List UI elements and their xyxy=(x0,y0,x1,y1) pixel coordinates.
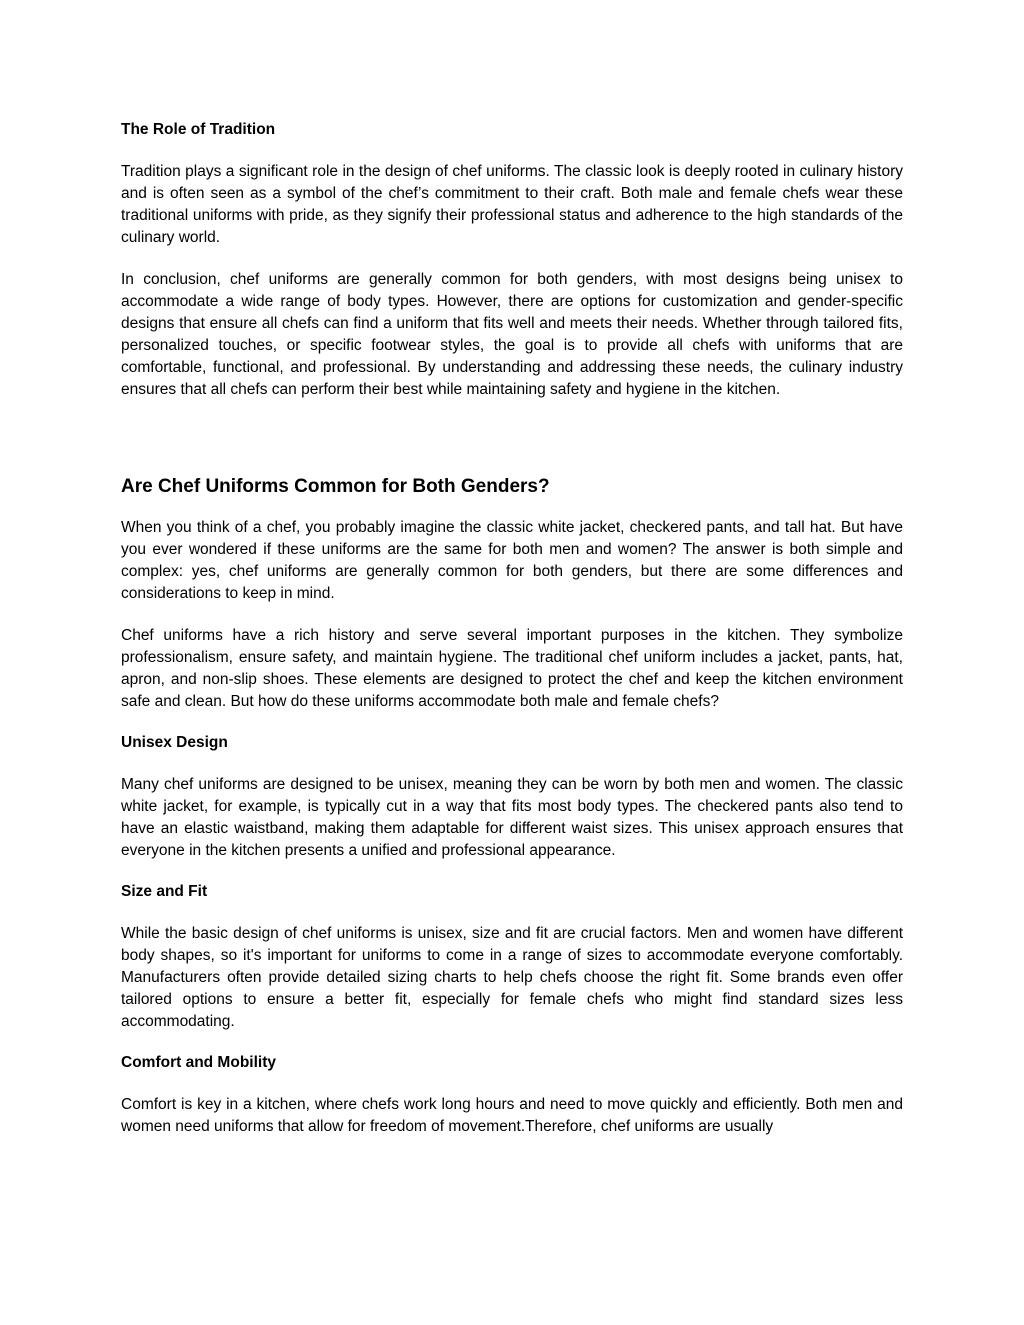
paragraph-size-fit: While the basic design of chef uniforms is unisex, size and fit are crucial factors. Men and women have different body shapes, so it's important for uniforms to come in a range of sizes to accommodate everyone comfortably. Manufacturers often provide detailed sizing charts to help chefs choose the right fit. Some brands even offer tailored options to ensure a better fit, especially for female chefs who might find standard sizes less accommodating. xyxy=(121,925,903,1030)
paragraph-intro-1: When you think of a chef, you probably imagine the classic white jacket, checkered pants, and tall hat. But have you ever wondered if these uniforms are the same for both men and women? The answer is both simple and complex: yes, chef uniforms are generally common for both genders, but there are some differences and considerations to keep in mind. xyxy=(121,519,903,602)
article-title: Are Chef Uniforms Common for Both Genders? xyxy=(121,476,550,497)
section-heading-tradition: The Role of Tradition xyxy=(121,121,276,138)
section-heading-unisex: Unisex Design xyxy=(121,734,228,751)
section-heading-comfort: Comfort and Mobility xyxy=(121,1054,276,1071)
section-heading-size-fit: Size and Fit xyxy=(121,883,208,900)
paragraph-conclusion: In conclusion, chef uniforms are generally common for both genders, with most designs being unisex to accommodate a wide range of body types. However, there are options for customization and gender-specific designs that ensure all chefs can find a uniform that fits well and meets their needs. Whether through tailored fits, personalized touches, or specific footwear styles, the goal is to provide all chefs with uniforms that are comfortable, functional, and professional. By understanding and addressing these needs, the culinary industry ensures that all chefs can perform their best while maintaining safety and hygiene in the kitchen. xyxy=(121,271,903,398)
paragraph-comfort: Comfort is key in a kitchen, where chefs work long hours and need to move quickly and efficiently. Both men and women need uniforms that allow for freedom of movement.Therefore, chef uniforms are usually xyxy=(121,1096,903,1135)
paragraph-unisex: Many chef uniforms are designed to be unisex, meaning they can be worn by both men and women. The classic white jacket, for example, is typically cut in a way that fits most body types. The checkered pants also tend to have an elastic waistband, making them adaptable for different waist sizes. This unisex approach ensures that everyone in the kitchen presents a unified and professional appearance. xyxy=(121,776,903,859)
paragraph-intro-2: Chef uniforms have a rich history and serve several important purposes in the kitchen. They symbolize professionalism, ensure safety, and maintain hygiene. The traditional chef uniform includes a jacket, pants, hat, apron, and non-slip shoes. These elements are designed to protect the chef and keep the kitchen environment safe and clean. But how do these uniforms accommodate both male and female chefs? xyxy=(121,627,903,710)
paragraph-tradition-1: Tradition plays a significant role in the design of chef uniforms. The classic look is deeply rooted in culinary history and is often seen as a symbol of the chef’s commitment to their craft. Both male and female chefs wear these traditional uniforms with pride, as they signify their professional status and adherence to the high standards of the culinary world. xyxy=(121,163,903,246)
document-page xyxy=(121,119,903,1138)
